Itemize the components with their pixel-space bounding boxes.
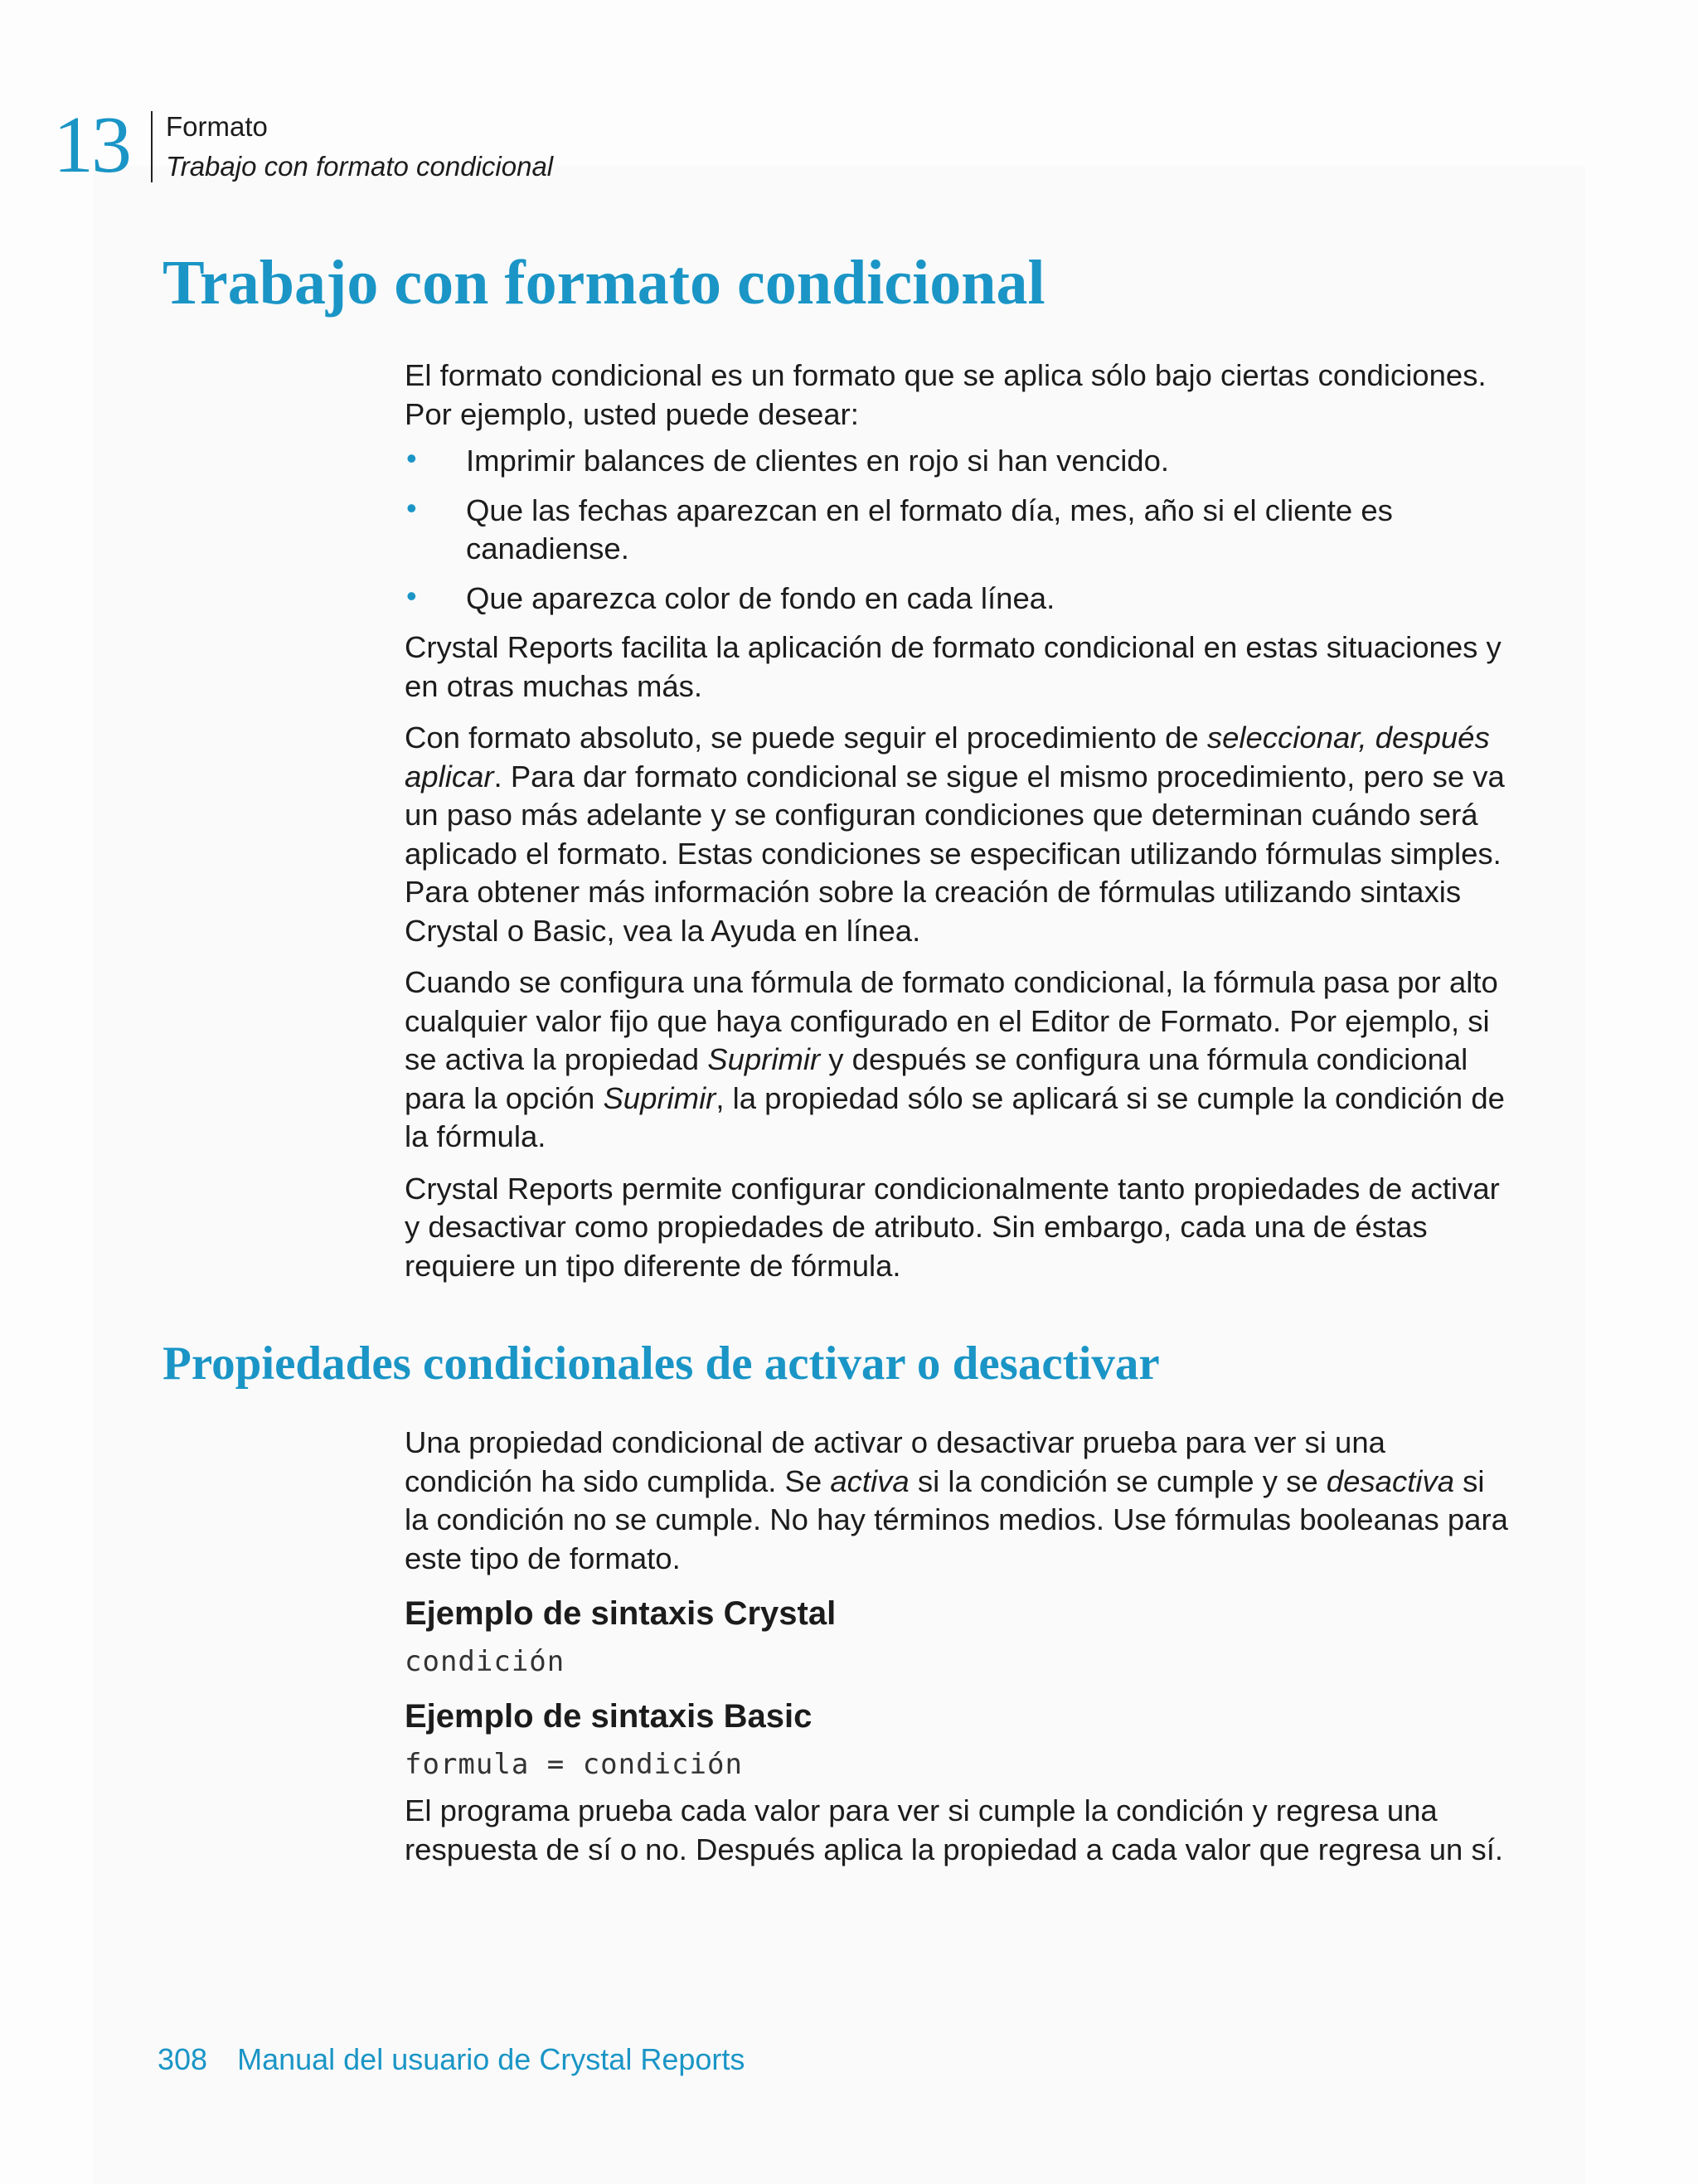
text-run: Cuando se configura una fórmula de formato condicional, la fórmula pasa por alto cualquier valor fijo que haya configurado en el Editor de Formato. Por ejemplo, si se activa la propiedad	[405, 965, 1498, 1076]
list-item	[405, 580, 1516, 619]
section-title: Trabajo con formato condicional	[166, 151, 554, 182]
list-item-text: Que las fechas aparezcan en el formato día, mes, año si el cliente es canadiense.	[466, 493, 1393, 565]
page-footer	[158, 2041, 745, 2078]
chapter-number: 13	[53, 100, 129, 190]
paragraph: Crystal Reports facilita la aplicación de formato condicional en estas situaciones y en otras muchas más.	[405, 630, 1502, 703]
paragraph	[405, 963, 1516, 1157]
section-heading: Trabajo con formato condicional	[163, 248, 1045, 318]
emphasis: desactiva	[1326, 1463, 1455, 1498]
paragraph: El programa prueba cada valor para ver si cumple la condición y regresa una respuesta de sí o no. Después aplica la propiedad a cada valor que regresa un sí.	[405, 1793, 1503, 1866]
basic-code-sample: formula = condición	[405, 1748, 743, 1781]
text-run: Una propiedad condicional de activar o desactivar prueba para ver si una condición ha sido cumplida. Se	[405, 1425, 1385, 1498]
list-item	[405, 492, 1516, 569]
bullet-list	[405, 442, 1516, 618]
text-run: . Para dar formato condicional se sigue el mismo procedimiento, pero se va un paso más adelante y se configuran condiciones que determinan cuándo será aplicado el formato. Estas condiciones se especifican utilizando fórmulas simples. Para obtener más información sobre la creación de fórmulas utilizando sintaxis Crystal o Basic, vea la Ayuda en línea.	[405, 759, 1505, 948]
text-run: y después se configura una fórmula condicional para la opción	[405, 1042, 1468, 1115]
paragraph	[405, 719, 1516, 950]
crystal-code-sample: condición	[405, 1645, 565, 1678]
list-item-text: Imprimir balances de clientes en rojo si han vencido.	[466, 444, 1170, 478]
bullet-icon: •	[406, 441, 417, 475]
chapter-title: Formato	[166, 111, 268, 142]
emphasis: seleccionar, después aplicar	[405, 721, 1490, 794]
intro-paragraph: El formato condicional es un formato que se aplica sólo bajo ciertas condiciones. Por ejemplo, usted puede desear:	[405, 358, 1487, 431]
text-run: si la condición se cumple y se	[909, 1463, 1327, 1498]
list-item-text: Que aparezca color de fondo en cada línea.	[466, 580, 1055, 615]
basic-syntax-heading: Ejemplo de sintaxis Basic	[405, 1698, 813, 1735]
section2-body	[405, 1424, 1516, 1869]
header-divider	[151, 111, 153, 182]
bullet-icon: •	[406, 490, 417, 525]
text-run: , la propiedad sólo se aplicará si se cumple la condición de la fórmula.	[405, 1080, 1505, 1153]
paragraph: Crystal Reports permite configurar condicionalmente tanto propiedades de activar y desactivar como propiedades de atributo. Sin embargo, cada una de éstas requiere un tipo diferente de fórmula.	[405, 1171, 1500, 1283]
section1-body	[405, 357, 1516, 1285]
text-run: Con formato absoluto, se puede seguir el procedimiento de	[405, 721, 1207, 755]
list-item	[405, 442, 1516, 481]
emphasis: Suprimir	[603, 1080, 716, 1115]
subsection-heading: Propiedades condicionales de activar o desactivar	[163, 1337, 1160, 1390]
crystal-syntax-heading: Ejemplo de sintaxis Crystal	[405, 1595, 837, 1632]
text-run: si la condición no se cumple. No hay términos medios. Use fórmulas booleanas para este tipo de formato.	[405, 1463, 1508, 1575]
emphasis: activa	[830, 1463, 910, 1498]
paragraph	[405, 1424, 1516, 1578]
emphasis: Suprimir	[707, 1042, 821, 1076]
bullet-icon: •	[406, 578, 417, 613]
page-number: 308	[158, 2042, 208, 2076]
book-title: Manual del usuario de Crystal Reports	[237, 2042, 745, 2076]
